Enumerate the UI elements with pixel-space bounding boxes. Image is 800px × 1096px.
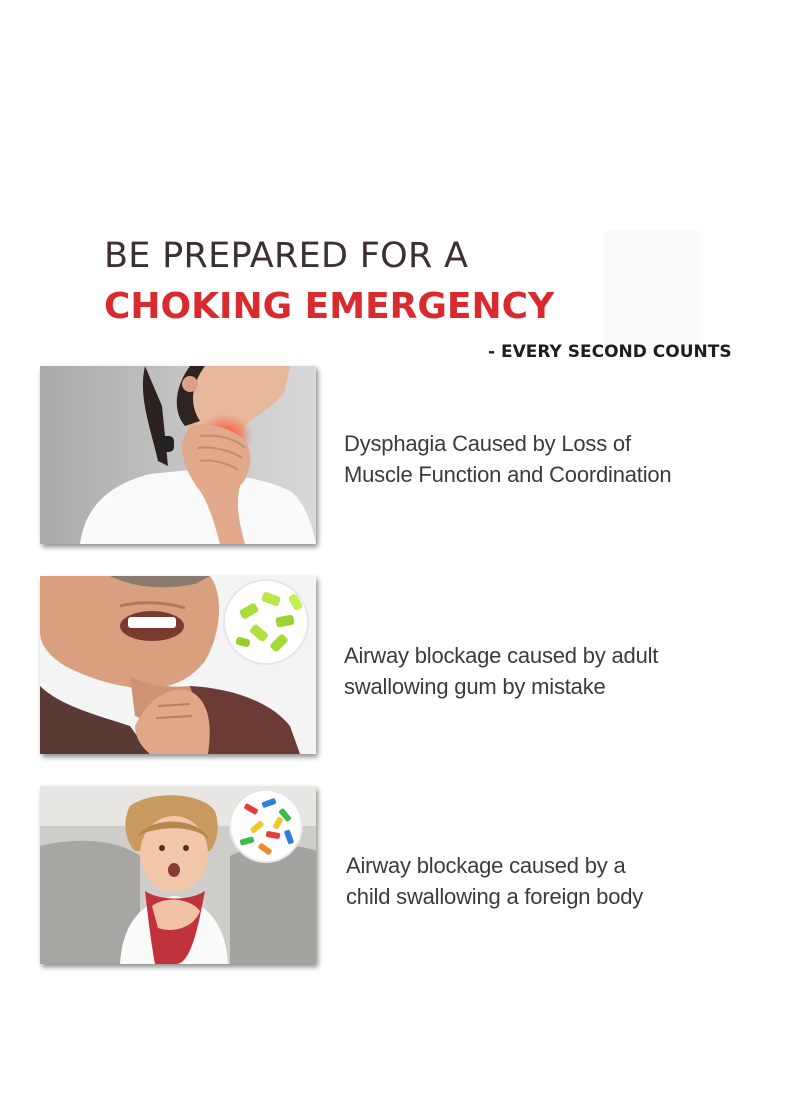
child-foreign-body-illustration [40, 786, 316, 964]
caption-1 [344, 428, 671, 490]
caption-1-line-2: Muscle Function and Coordination [344, 462, 672, 487]
caption-3-line-2: child swallowing a foreign body [346, 884, 644, 909]
caption-2-line-2: swallowing gum by mistake [344, 674, 606, 699]
photo-woman-throat [40, 366, 316, 544]
caption-3-line-1: Airway blockage caused by a [346, 853, 626, 878]
caption-1-line-1: Dysphagia Caused by Loss of [344, 431, 631, 456]
caption-3 [346, 850, 643, 912]
man-gum-illustration [40, 576, 316, 754]
headline-line-2: CHOKING EMERGENCY [104, 286, 555, 327]
headline-line-1: BE PREPARED FOR A [104, 236, 469, 276]
tagline: - EVERY SECOND COUNTS [488, 342, 732, 362]
photo-child-foreign-body [40, 786, 316, 964]
header-backdrop [604, 230, 700, 350]
caption-2 [344, 640, 658, 702]
caption-2-line-1: Airway blockage caused by adult [344, 643, 659, 668]
woman-throat-illustration [40, 366, 316, 544]
photo-man-gum [40, 576, 316, 754]
